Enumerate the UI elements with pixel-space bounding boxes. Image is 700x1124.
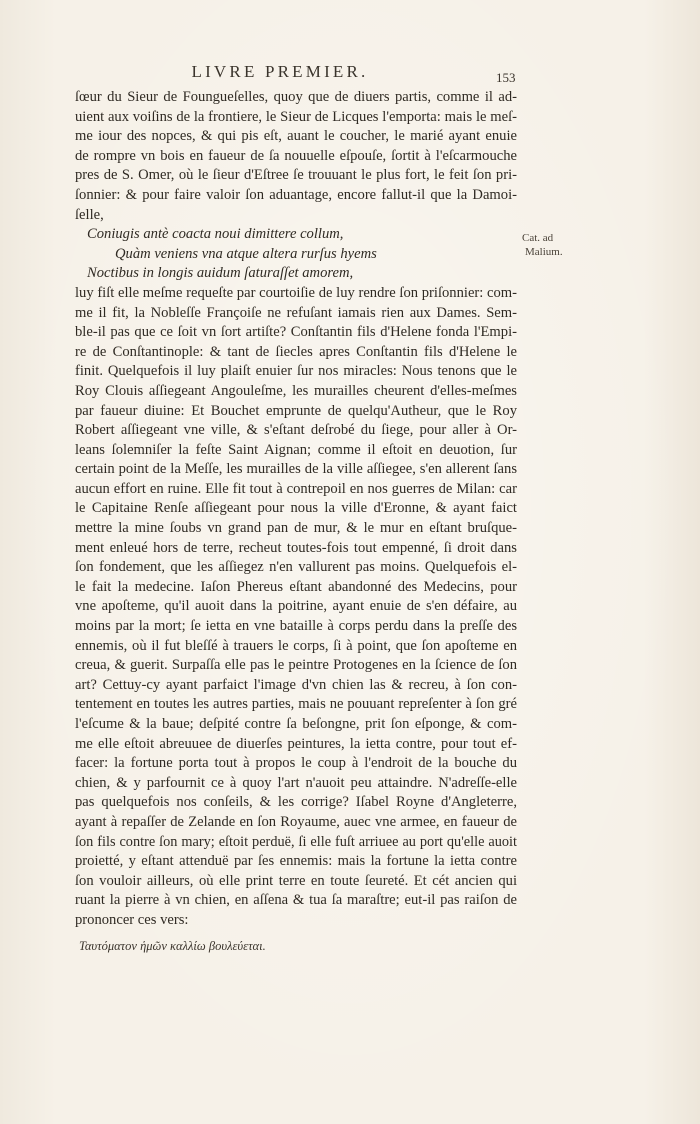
text-line: Roy Clouis aſſiegeant Angouleſme, les murailles cheurent d'elles-meſmes xyxy=(75,382,517,399)
text-line: leans ſolemniſer la feſte Saint Aignan; comme il eſtoit en deuotion, ſur xyxy=(75,441,517,458)
text-line: par faueur diuine: Et Bouchet emprunte de quelqu'Autheur, que le Roy xyxy=(75,402,517,419)
text-line: proietté, y eſtant attenduë par ſes ennemis: mais la fortune la ietta contre xyxy=(75,853,517,870)
latin-verse xyxy=(75,225,517,284)
text-line: ſon fondement, que les aſſiegez n'en vallurent pas moins. Quelquefois el- xyxy=(75,559,517,576)
text-line: re de Conſtantinople: & tant de ſiecles apres Conſtantin fils d'Helene le xyxy=(75,343,517,360)
body-text xyxy=(75,88,517,961)
text-line: facer: la fortune porta tout à propos le coup à l'endroit de la bouche du xyxy=(75,755,517,772)
text-line: Robert aſſiegeant vne ville, & s'eſtant deſrobé du ſiege, pour aller à Or- xyxy=(75,422,517,439)
greek-quote: Ταυτόματον ἡμῶν καλλίω βουλεύεται. xyxy=(79,938,266,953)
text-line: le Capitaine Renſe aſſiegeant pour nous la ville d'Eronne, & ayant faict xyxy=(75,500,517,517)
paragraph-1 xyxy=(75,88,517,225)
marginal-note-line: Malium. xyxy=(525,246,563,258)
text-line: uient aux voiſins de la frontiere, le Sieur de Licques l'emporta: mais le meſ- xyxy=(75,108,517,125)
text-line: me iour des nopces, & qui pis eſt, auant le coucher, le marié ayant enuie xyxy=(75,128,517,145)
text-line: finit. Quelquefois il luy plaiſt enuier ſur nos miracles: Nous tenons que le xyxy=(75,363,517,380)
verse-line: Noctibus in longis auidum ſaturaſſet amorem, xyxy=(87,265,354,282)
text-line: creua, & guerit. Surpaſſa elle pas le peintre Protogenes en la ſcience de ſon xyxy=(75,657,517,674)
text-line: aucun effort en ruine. Elle fit tout à contrepoil en nos guerres de Milan: car xyxy=(75,480,517,497)
text-line: ſœur du Sieur de Foungueſelles, quoy que de diuers partis, comme il ad- xyxy=(75,89,517,105)
verse-line: Coniugis antè coacta noui dimittere collum, xyxy=(87,226,344,243)
text-line: pas quelquefois nos conſeils, & les corrige? Iſabel Royne d'Angleterre, xyxy=(75,794,517,811)
text-line: prononcer ces vers: xyxy=(75,911,189,928)
text-line: tentement en toutes les autres parties, mais ne pouuant repreſenter à ſon gré xyxy=(75,696,517,713)
text-line: ble-il pas que ce ſoit vn ſort artiſte? Conſtantin fils d'Helene fonda l'Empi- xyxy=(75,324,517,341)
text-line: me il fit, la Nobleſſe Françoiſe ne refuſant iamais rien aux Dames. Sem- xyxy=(75,304,517,321)
text-line: de rompre vn bois en faueur de ſa nouuelle eſpouſe, ſortit à l'eſcarmouche xyxy=(75,147,517,164)
text-line: le fait la medecine. Iaſon Phereus eſtant abandonné des Medecins, pour xyxy=(75,578,517,595)
text-line: luy fiſt elle meſme requeſte par courtoiſie de luy rendre ſon priſonnier: com- xyxy=(75,284,517,301)
marginal-note xyxy=(522,231,582,259)
text-line: ayant à repaſſer de Zelande en ſon Royaume, auec vne armee, en faueur de xyxy=(75,813,517,830)
verse-line: Quàm veniens vna atque altera rurſus hyems xyxy=(115,245,377,262)
marginal-note-line: Cat. ad xyxy=(522,232,554,244)
text-line: ſonnier: & pour faire valoir ſon aduantage, encore fallut-il que la Damoi- xyxy=(75,186,517,203)
text-line: ſelle, xyxy=(75,206,104,223)
text-line: ſon vouloir ailleurs, où elle print terre en toute ſeureté. Et cét ancien qui xyxy=(75,872,517,889)
text-line: ſon fils contre ſon mary; eſtoit perduë, ſi elle fuſt arriuee au port qu'elle auoit xyxy=(75,833,517,850)
text-line: mettre la mine ſoubs vn grand pan de mur, & le mur en eſtant bruſque- xyxy=(75,520,517,537)
text-line: ment enleué hors de terre, recheut toutes-fois tout empenné, ſi droit dans xyxy=(75,539,517,556)
paragraph-2 xyxy=(75,284,517,931)
text-line: chien, & y parfournit ce à quoy l'art n'auoit peu attaindre. N'adreſſe-elle xyxy=(75,774,517,791)
text-line: ruant la pierre à vn chien, en aſſena & tua ſa maraſtre; eut-il pas raiſon de xyxy=(75,892,517,909)
text-line: moins par la mort; ſe ietta en vne bataille à corps perdu dans la preſſe des xyxy=(75,618,517,635)
text-line: pres de S. Omer, où le ſieur d'Eſtree ſe trouuant le plus fort, le feit ſon pri- xyxy=(75,167,517,184)
text-line: certain point de la Meſſe, les murailles de la ville aſſiegee, s'en allerent ſans xyxy=(75,461,517,478)
text-line: vne apoſteme, qu'il auoit dans la poitrine, ayant enuie de s'en défaire, au xyxy=(75,598,517,615)
page-number: 153 xyxy=(496,70,516,85)
text-line: ennemis, où il fut bleſſé à trauers le corps, ſi à point, que ſon apoſteme en xyxy=(75,637,517,654)
text-line: me elle eſtoit abreuuee de diuerſes peintures, la ietta contre, pour tout ef- xyxy=(75,735,517,752)
text-line: art? Cettuy-cy ayant parfaict l'image d'vn chien las & recreu, à ſon con- xyxy=(75,676,517,693)
running-head: LIVRE PREMIER. xyxy=(191,62,369,81)
text-line: l'eſcume & la baue; deſpité contre ſa beſongne, prit ſon eſponge, & com- xyxy=(75,716,517,732)
